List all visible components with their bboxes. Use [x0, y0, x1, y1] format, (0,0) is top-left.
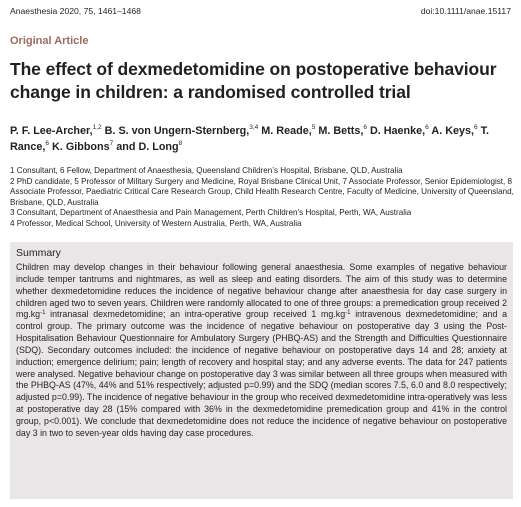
- author[interactable]: [105, 125, 259, 137]
- author[interactable]: [52, 141, 113, 153]
- author-affiliation-ref: 6: [45, 140, 50, 147]
- unit-exponent: -1: [40, 310, 46, 317]
- author-name: and D. Long: [116, 141, 179, 153]
- author[interactable]: [318, 125, 367, 137]
- author-name: M. Betts,: [318, 125, 364, 137]
- author-name: M. Reade,: [261, 125, 312, 137]
- affiliation-line: 1 Consultant, 6 Fellow, Department of Anaesthesia, Queensland Children’s Hospital, Brisbane, QLD, Australia: [10, 166, 403, 175]
- author[interactable]: [116, 141, 182, 153]
- author[interactable]: [261, 125, 315, 137]
- author[interactable]: [431, 125, 477, 137]
- author[interactable]: [10, 125, 102, 137]
- author-affiliation-ref: 1,2: [92, 124, 102, 131]
- doi-link[interactable]: doi:10.1111/anae.15117: [420, 6, 511, 16]
- affiliation-line: 2 PhD candidate, 5 Professor of Military Surgery and Medicine, Royal Brisbane Clinical Unit, 7 Associate Professor, Senior Epidemiologist, 8 Associate Professor, Paediatric Critical Care Research Group, Child Health Research Centre, Faculty of Medicine, University of Queensland, Brisbane, QLD, Australia: [10, 176, 514, 207]
- author-affiliation-ref: 8: [178, 140, 183, 147]
- summary-heading: Summary: [16, 247, 61, 259]
- author-name: P. F. Lee-Archer,: [10, 125, 93, 137]
- summary-text-part: intranasal dexmedetomidine; an intra-operative group received 1 mg.kg: [45, 309, 346, 320]
- summary-text: [16, 262, 507, 440]
- author-name: D. Haenke,: [369, 125, 426, 137]
- affiliation-line: 3 Consultant, Department of Anaesthesia and Pain Management, Perth Children’s Hospital, Perth, WA, Australia: [10, 208, 412, 217]
- author-affiliation-ref: 7: [109, 140, 114, 147]
- summary-text-part: intravenous dexmedetomidine; and a control group. The primary outcome was the incidence of negative behaviour on postoperative day 3 using the Post-Hospitalisation Behaviour Questionnaire for Ambulatory Surgery (PHBQ-AS) and the Strength and Difficulties Questionnaire (SDQ). Secondary outcomes included: the incidence of negative behaviour on postoperative days 14 and 28; anxiety at induction; emergence delirium; pain; length of recovery and hospital stay; and any adverse events. The data for 247 patients were analysed. Negative behaviour change on postoperative day 3 was similar between all three groups when measured with the PHBQ-AS (47%, 44% and 51% respectively; adjusted p=0.99) and the SDQ (median scores 7.5, 6.0 and 8.0 respectively; adjusted p=0.99). The incidence of negative behaviour in the group who received dexmedetomidine intra-operatively was less at postoperative day 28 (15% compared with 36% in the dexmedetomidine premedication group and 41% in the control group, p<0.001). We conclude that dexmedetomidine does not reduce the incidence of negative behaviour on postoperative day 3 in two to seven-year olds having day case procedures.: [16, 309, 507, 438]
- author[interactable]: [370, 125, 429, 137]
- summary-box: [10, 242, 513, 499]
- author-list: [10, 123, 515, 155]
- journal-citation: Anaesthesia 2020, 75, 1461–1468: [10, 6, 141, 16]
- affiliation-line: 4 Professor, Medical School, University of Western Australia, Perth, WA, Australia: [10, 218, 302, 228]
- author-affiliation-ref: 6: [425, 124, 429, 131]
- summary-text-part: Children may develop changes in their behaviour following general anaesthesia. Some examples of negative behaviour include temper tantrums and nightmares, as well as sleep and eating disorders. The aim of this study was to determine whether dexmedetomidine reduces the incidence of negative behaviour change after anaesthesia for day case surgery in children aged two to seven years. Children were randomly allocated to one of three groups: a premedication group received 2 mg.kg: [16, 262, 507, 320]
- affiliations: [10, 166, 515, 229]
- author-affiliation-ref: 6: [474, 124, 478, 131]
- author-affiliation-ref: 6: [363, 124, 367, 131]
- article-title: The effect of dexmedetomidine on postoperative behaviour change in children: a randomised controlled trial: [10, 59, 497, 102]
- author-name: B. S. von Ungern-Sternberg,: [104, 125, 250, 137]
- author-name: K. Gibbons: [52, 141, 110, 153]
- unit-exponent: -1: [345, 310, 351, 317]
- author-name: T. Rance,: [10, 125, 490, 153]
- author-name: A. Keys,: [431, 125, 475, 137]
- author-affiliation-ref: 5: [311, 124, 316, 131]
- journal-header: [10, 6, 511, 16]
- section-label: Original Article: [10, 35, 89, 47]
- author-affiliation-ref: 3,4: [249, 124, 259, 131]
